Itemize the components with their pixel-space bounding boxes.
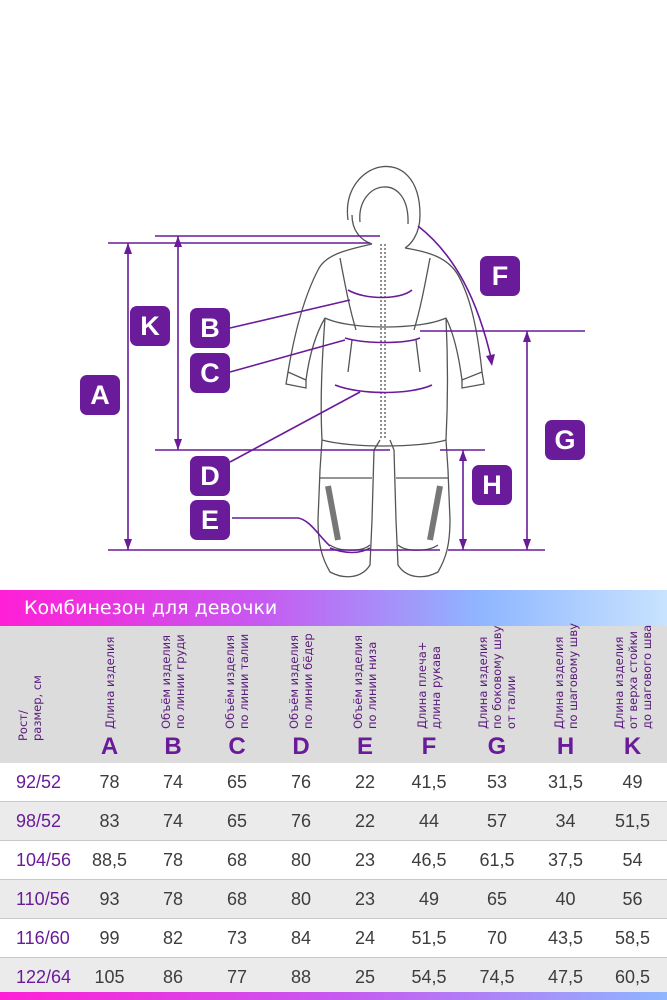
badge-D: D	[190, 456, 230, 496]
header-letter: C	[228, 733, 246, 760]
value-cell: 49	[622, 772, 643, 792]
bottom-gradient-bar	[0, 992, 667, 1000]
value-cell: 73	[226, 928, 248, 948]
value-cell: 54,5	[411, 967, 447, 987]
value-cell: 78	[162, 850, 184, 870]
header-letter: F	[421, 733, 437, 760]
value-cell: 77	[226, 967, 248, 987]
value-cell: 70	[486, 928, 508, 948]
value-cell: 49	[418, 889, 440, 909]
header-letter: H	[556, 733, 575, 760]
size-cell: 110/56	[16, 889, 70, 909]
header-label: Длина плеча+ длина рукава	[415, 641, 443, 729]
value-cell: 84	[290, 928, 312, 948]
value-cell: 43,5	[547, 928, 584, 948]
value-cell: 23	[354, 889, 376, 909]
value-cell: 24	[354, 928, 376, 948]
header-label: Объём изделия по линии бёдер	[287, 633, 315, 729]
value-cell: 88,5	[91, 850, 128, 870]
table-row	[0, 919, 667, 958]
value-cell: 40	[555, 889, 576, 909]
badge-C: C	[190, 353, 230, 393]
value-cell: 34	[555, 811, 576, 831]
value-cell: 78	[162, 889, 184, 909]
value-cell: 76	[290, 772, 312, 792]
value-cell: 68	[226, 889, 248, 909]
table-row	[0, 880, 667, 919]
table-title: Комбинезон для девочки	[24, 597, 278, 619]
table-header	[0, 623, 667, 763]
value-cell: 88	[290, 967, 312, 987]
value-cell: 68	[226, 850, 248, 870]
badge-K: K	[130, 306, 170, 346]
value-cell: 74	[162, 772, 184, 792]
value-cell: 51,5	[411, 928, 447, 948]
value-cell: 65	[486, 889, 508, 909]
value-cell: 93	[99, 889, 120, 909]
badge-A: A	[80, 375, 120, 415]
size-table	[0, 623, 667, 997]
value-cell: 61,5	[479, 850, 515, 870]
value-cell: 74	[162, 811, 184, 831]
header-cell-A	[78, 626, 141, 763]
header-cell-F	[397, 626, 461, 763]
header-cell-G	[461, 626, 533, 763]
value-cell: 23	[354, 850, 376, 870]
value-cell: 56	[622, 889, 643, 909]
value-cell: 82	[162, 928, 184, 948]
table-body	[0, 763, 667, 997]
header-label: Рост/ размер, см	[16, 675, 44, 741]
table-title-bar	[0, 590, 667, 626]
table-row	[0, 763, 667, 802]
value-cell: 78	[99, 772, 120, 792]
size-cell: 122/64	[16, 967, 72, 987]
table-row	[0, 802, 667, 841]
header-label: Объём изделия по линии груди	[159, 634, 187, 729]
value-cell: 80	[290, 889, 312, 909]
header-label: Объём изделия по линии талии	[223, 633, 251, 729]
value-cell: 25	[354, 967, 376, 987]
value-cell: 44	[418, 811, 440, 831]
header-letter: A	[100, 733, 119, 760]
value-cell: 22	[354, 772, 376, 792]
badge-H: H	[472, 465, 512, 505]
header-label: Длина изделия по боковому шву от талии	[476, 625, 518, 729]
header-letter: K	[623, 733, 642, 760]
value-cell: 58,5	[614, 928, 651, 948]
header-label: Длина изделия	[102, 636, 117, 729]
value-cell: 76	[290, 811, 312, 831]
value-cell: 65	[226, 811, 248, 831]
value-cell: 80	[290, 850, 312, 870]
table-row	[0, 841, 667, 880]
value-cell: 105	[94, 967, 125, 987]
value-cell: 22	[354, 811, 376, 831]
value-cell: 47,5	[547, 967, 584, 987]
value-cell: 41,5	[411, 772, 447, 792]
value-cell: 31,5	[547, 772, 584, 792]
value-cell: 99	[99, 928, 120, 948]
header-label: Объём изделия по линии низа	[351, 634, 379, 729]
value-cell: 37,5	[547, 850, 584, 870]
header-label: Длина изделия по шаговому шву	[551, 623, 580, 729]
size-cell: 104/56	[16, 850, 72, 870]
value-cell: 54	[622, 850, 643, 870]
value-cell: 83	[99, 811, 120, 831]
header-letter: E	[356, 733, 373, 760]
header-cell-K	[598, 626, 667, 763]
value-cell: 65	[226, 772, 248, 792]
value-cell: 60,5	[614, 967, 651, 987]
value-cell: 74,5	[479, 967, 515, 987]
header-cell-C	[205, 626, 269, 763]
header-cell-B	[141, 626, 205, 763]
badge-F: F	[480, 256, 520, 296]
size-cell: 98/52	[16, 811, 62, 831]
header-cell-E	[333, 626, 397, 763]
badge-B: B	[190, 308, 230, 348]
value-cell: 53	[486, 772, 508, 792]
size-cell: 116/60	[16, 928, 70, 948]
value-cell: 51,5	[614, 811, 651, 831]
header-cell-D	[269, 626, 333, 763]
badge-G: G	[545, 420, 585, 460]
header-letter: G	[487, 733, 507, 760]
header-label: Длина изделия от верха стойки до шагового шва	[611, 624, 654, 729]
value-cell: 46,5	[411, 850, 447, 870]
value-cell: 57	[486, 811, 508, 831]
value-cell: 86	[162, 967, 184, 987]
header-cell-size	[0, 626, 78, 763]
header-letter: D	[292, 733, 310, 760]
badge-E: E	[190, 500, 230, 540]
size-cell: 92/52	[16, 772, 62, 792]
header-cell-H	[533, 623, 598, 763]
header-letter: B	[164, 733, 182, 760]
